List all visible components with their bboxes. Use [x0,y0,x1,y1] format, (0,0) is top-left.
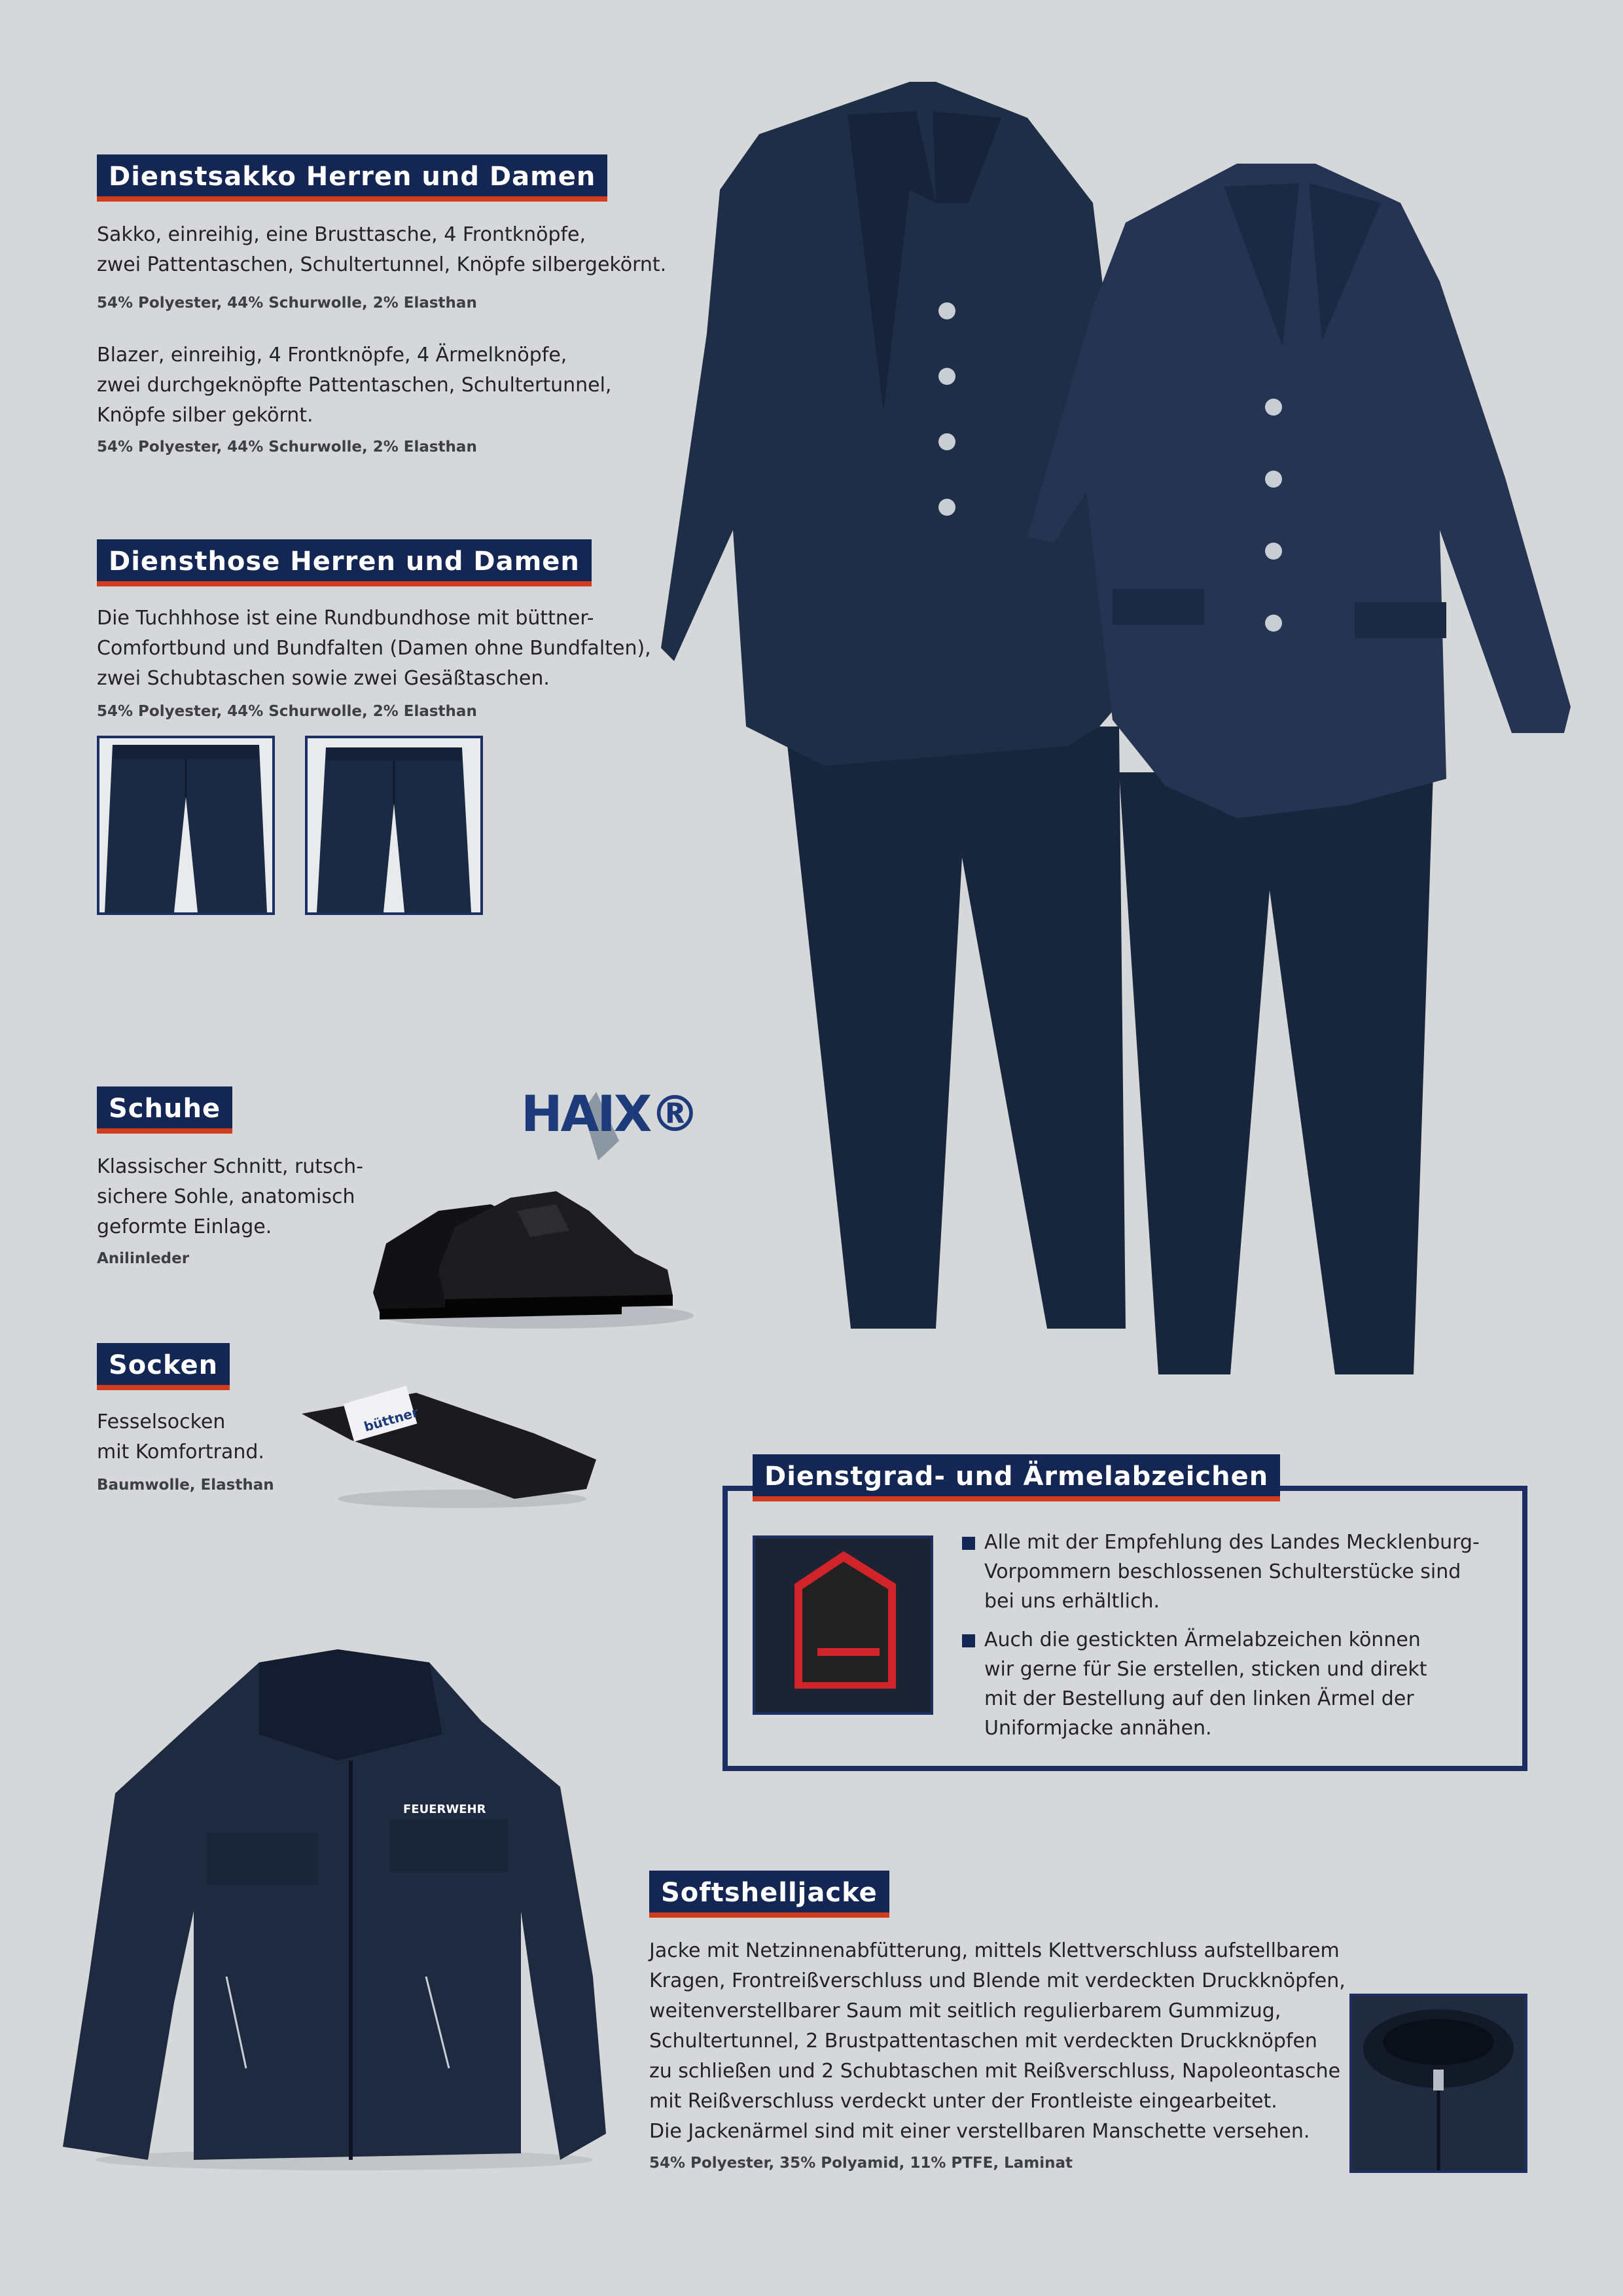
dienstsakko-material-1: 54% Polyester, 44% Schurwolle, 2% Elasthan [97,295,477,312]
shoulder-board-image [755,1538,931,1712]
bullet-square-icon [962,1634,975,1647]
dienstgrad-bullet-1-text: Alle mit der Empfehlung des Landes Mecklenburg- Vorpommern beschlossenen Schulterstücke sind bei uns erhältlich. [984,1531,1480,1613]
diensthose-material: 54% Polyester, 44% Schurwolle, 2% Elasthan [97,703,477,720]
dienstgrad-bullet-1 [962,1528,1499,1616]
softshell-jacket-image [63,1636,626,2173]
dienstsakko-text-1: Sakko, einreihig, eine Brusttasche, 4 Frontknöpfe, zwei Pattentaschen, Schultertunnel, Knöpfe silbergekörnt. [97,223,667,276]
softshell-material: 54% Polyester, 35% Polyamid, 11% PTFE, Laminat [649,2155,1073,2172]
trousers-men-thumbnail [97,736,275,915]
softshell-text: Jacke mit Netzinnenabfütterung, mittels Klettverschluss aufstellbarem Kragen, Frontreißverschluss und Blende mit verdeckten Druckknöpfen, weitenverstellbarer Saum mit seitlich regulierbarem Gummizug, Schultertunnel, 2 Brustpattentaschen mit verdeckten Druckknöpfen zu schließen und 2 Schubtaschen mit Reißverschluss, Napoleontasche mit Reißverschluss verdeckt unter der Frontleiste eingearbeitet. Die Jackenärmel sind mit einer verstellbaren Manschette versehen. [649,1939,1346,2143]
trousers-men-image [99,738,272,912]
shoes-image [360,1165,700,1335]
schuhe-text: Klassischer Schnitt, rutsch- sichere Sohle, anatomisch geformte Einlage. [97,1155,364,1238]
bullet-square-icon [962,1537,975,1550]
socks-image [298,1381,599,1512]
diensthose-heading: Diensthose Herren und Damen [97,539,592,586]
men-trousers [785,726,1126,1329]
socken-heading: Socken [97,1343,230,1390]
dienstgrad-bullet-2-text: Auch die gestickten Ärmelabzeichen können wir gerne für Sie erstellen, sticken und direkt mit der Bestellung auf den linken Ärmel der Uniformjacke annähen. [984,1628,1427,1740]
women-jacket [1027,164,1571,818]
uniform-image [661,72,1577,1388]
shoulder-board-thumbnail [753,1535,933,1715]
dienstsakko-heading: Dienstsakko Herren und Damen [97,154,607,202]
socken-material: Baumwolle, Elasthan [97,1477,274,1494]
softshell-collar-image [1352,1996,1525,2170]
schuhe-material: Anilinleder [97,1250,190,1267]
softshell-heading: Softshelljacke [649,1871,889,1918]
svg-text:FEUERWEHR: FEUERWEHR [403,1803,486,1816]
schuhe-heading: Schuhe [97,1086,232,1134]
svg-text:büttner: büttner [362,1404,421,1435]
socken-text: Fesselsocken mit Komfortrand. [97,1410,264,1463]
dienstgrad-heading: Dienstgrad- und Ärmelabzeichen [753,1454,1280,1501]
haix-logo [521,1079,698,1164]
dienstsakko-material-2: 54% Polyester, 44% Schurwolle, 2% Elasthan [97,439,477,456]
trousers-women-thumbnail [305,736,483,915]
dienstgrad-bullet-2 [962,1625,1499,1743]
dienstsakko-text-2: Blazer, einreihig, 4 Frontknöpfe, 4 Ärmelknöpfe, zwei durchgeknöpfte Pattentaschen, Schultertunnel, Knöpfe silber gekörnt. [97,344,612,427]
svg-text:HAIX®: HAIX® [521,1085,698,1143]
softshell-collar-thumbnail [1349,1994,1527,2173]
dienstgrad-bullet-list [962,1528,1499,1752]
women-trousers [1119,772,1433,1374]
trousers-women-image [308,738,480,912]
diensthose-text: Die Tuchhhose ist eine Rundbundhose mit büttner- Comfortbund und Bundfalten (Damen ohne Bundfalten), zwei Schubtaschen sowie zwei Gesäßtaschen. [97,607,651,690]
